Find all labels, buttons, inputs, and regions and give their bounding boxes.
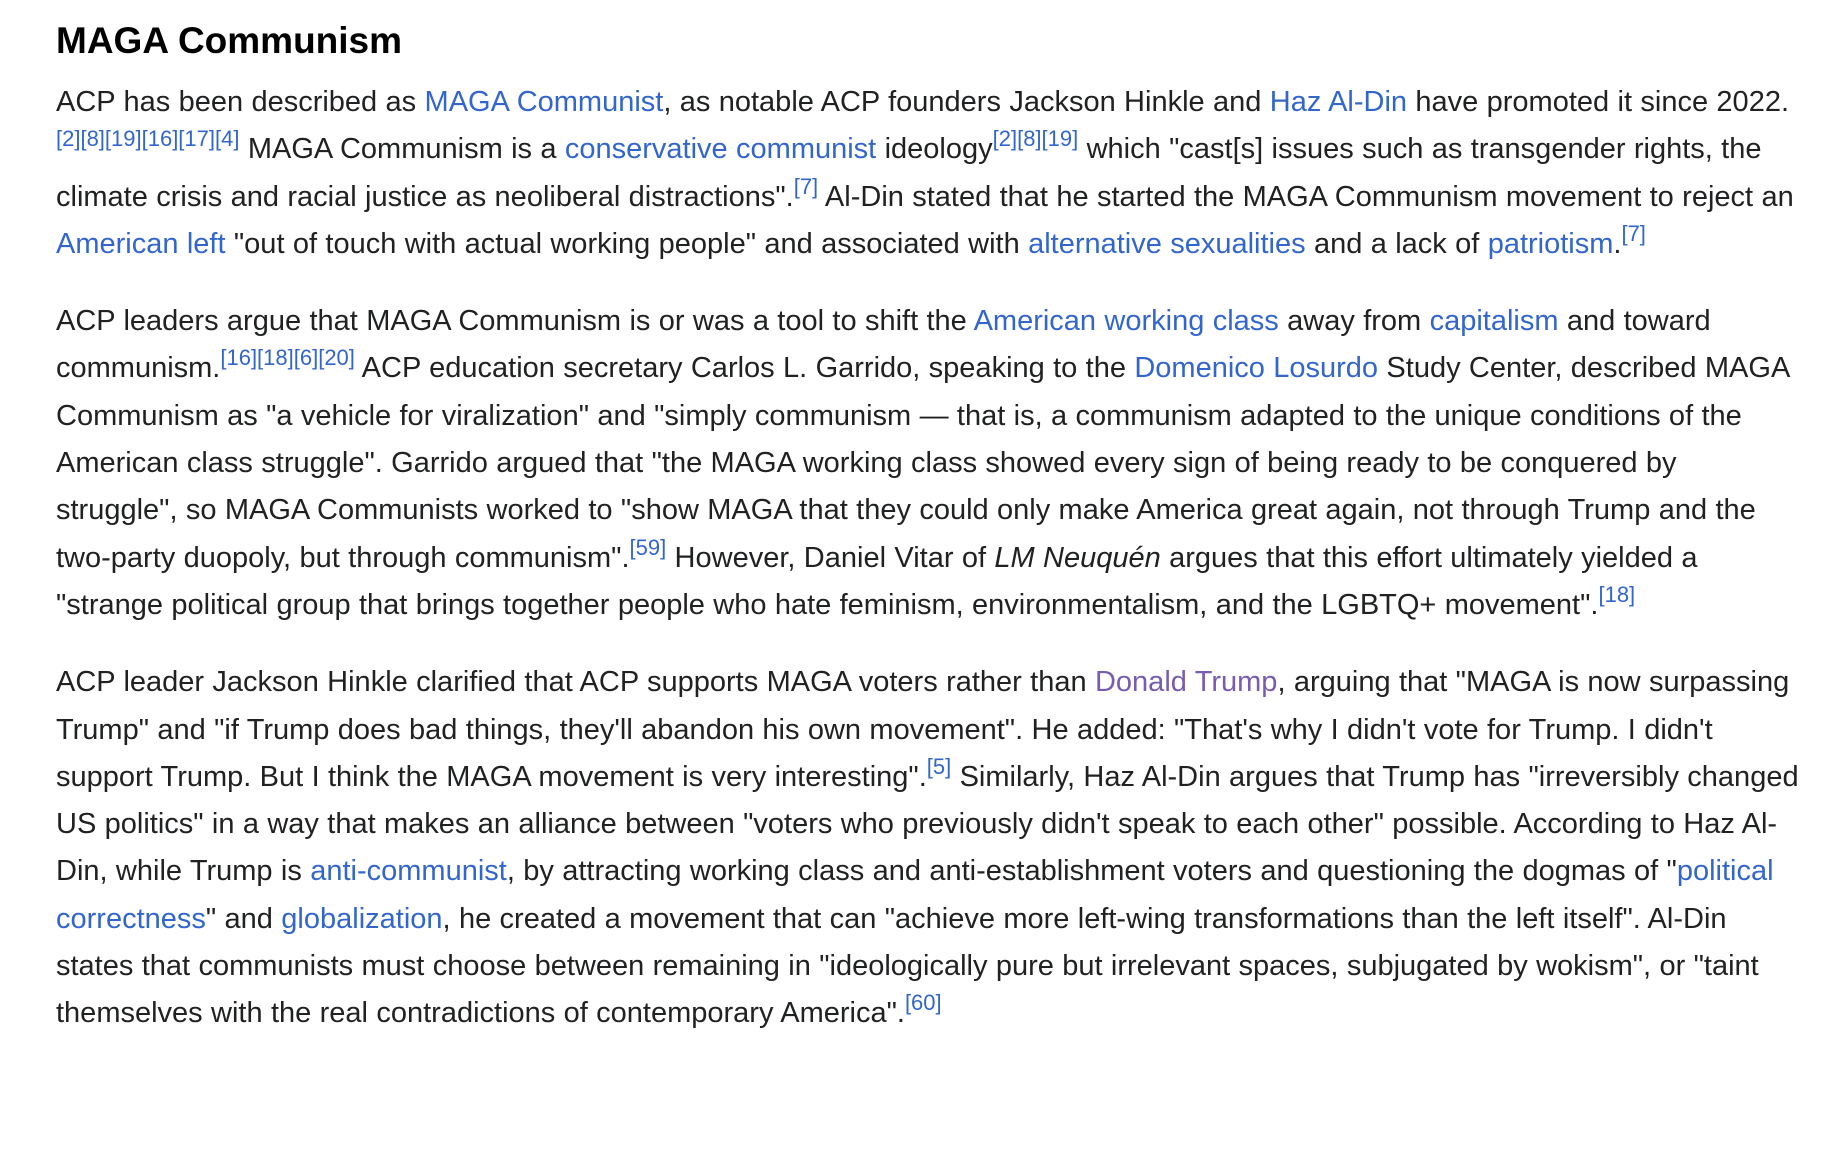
link-american-left[interactable]: American left bbox=[56, 227, 226, 260]
link-haz-al-din[interactable]: Haz Al-Din bbox=[1269, 86, 1408, 118]
article-content bbox=[56, 0, 1804, 1038]
citation-link[interactable]: [7] bbox=[1621, 220, 1646, 246]
link-donald-trump[interactable]: Donald Trump bbox=[1094, 666, 1278, 699]
paragraph-1 bbox=[56, 79, 1804, 268]
citation-link[interactable]: [16][18][6][20] bbox=[220, 345, 355, 371]
paragraph-2 bbox=[56, 298, 1804, 629]
reference-superscript bbox=[220, 345, 355, 370]
reference-superscript bbox=[905, 990, 942, 1015]
paragraph-text: , arguing that "MAGA is now surpassing Trump" and "if Trump does bad things, they'll abandon his own movement". He added: "That's why I didn't vote for Trump. I didn't support Trump. But I think the MAGA movement is very interesting". bbox=[56, 666, 1790, 793]
link-patriotism[interactable]: patriotism bbox=[1487, 227, 1614, 260]
paragraph-text: "out of touch with actual working people" and associated with bbox=[225, 227, 1029, 260]
paragraph-text: and a lack of bbox=[1305, 227, 1488, 260]
paragraph-text: ACP education secretary Carlos L. Garrido, speaking to the bbox=[354, 352, 1135, 385]
citation-link[interactable]: [59] bbox=[629, 534, 667, 560]
link-anti-communist[interactable]: anti-communist bbox=[310, 855, 507, 888]
section-heading: MAGA Communism bbox=[56, 20, 403, 61]
paragraph-text: ACP leader Jackson Hinkle clarified that ACP supports MAGA voters rather than bbox=[56, 666, 1095, 699]
paragraph-text: Al-Din stated that he started the MAGA Communism movement to reject an bbox=[818, 180, 1794, 213]
paragraph-text: away from bbox=[1278, 305, 1430, 338]
citation-link[interactable]: [2][8][19] bbox=[992, 126, 1079, 152]
reference-superscript bbox=[927, 754, 951, 779]
reference-superscript bbox=[794, 174, 818, 199]
paragraph-text: argues that this effort ultimately yielded a "strange political group that brings together people who hate feminism, environmentalism, and the LGBTQ+ movement". bbox=[56, 541, 1698, 621]
paragraph-3 bbox=[56, 659, 1804, 1037]
publication-title: LM Neuquén bbox=[994, 541, 1161, 574]
citation-link[interactable]: [18] bbox=[1598, 581, 1636, 607]
link-conservative-communist[interactable]: conservative communist bbox=[564, 133, 877, 166]
reference-superscript bbox=[630, 535, 667, 560]
paragraph-text: ACP leaders argue that MAGA Communism is or was a tool to shift the bbox=[56, 305, 974, 338]
citation-link[interactable]: [2][8][19][16][17][4] bbox=[56, 126, 240, 152]
link-alternative-sexualities[interactable]: alternative sexualities bbox=[1028, 227, 1306, 260]
reference-superscript bbox=[1621, 221, 1645, 246]
paragraph-text: " and bbox=[205, 902, 282, 935]
paragraph-text: have promoted it since 2022. bbox=[1407, 86, 1790, 118]
reference-superscript bbox=[1598, 582, 1635, 607]
link-political-correctness[interactable]: political correctness bbox=[56, 855, 1774, 935]
citation-link[interactable]: [60] bbox=[904, 990, 942, 1016]
paragraph-text: , as notable ACP founders Jackson Hinkle and bbox=[663, 86, 1270, 118]
link-american-working-class[interactable]: American working class bbox=[973, 305, 1279, 338]
paragraph-text: , he created a movement that can "achieve more left-wing transformations than the left itself". Al-Din states that communists must choose between remaining in "ideologically pure but irrelevant spaces, subjugated by wokism", or "taint themselves with the real contradictions of contemporary America". bbox=[56, 902, 1759, 1030]
link-capitalism[interactable]: capitalism bbox=[1429, 305, 1559, 338]
paragraph-text: . bbox=[1613, 227, 1622, 260]
paragraph-text: However, Daniel Vitar of bbox=[666, 541, 995, 574]
citation-link[interactable]: [7] bbox=[793, 173, 819, 199]
paragraph-text: Study Center, described MAGA Communism as "a vehicle for viralization" and "simply communism — that is, a communism adapted to the unique conditions of the American class struggle". Garrido argued that "the MAGA working class showed every sign of being ready to be conquered by struggle", so MAGA Communists worked to "show MAGA that they could only make America great again, not through Trump and the two-party duopoly, but through communism". bbox=[56, 352, 1789, 574]
citation-link[interactable]: [5] bbox=[926, 753, 952, 779]
paragraph-text: MAGA Communism is a bbox=[239, 133, 565, 166]
paragraph-text: , by attracting working class and anti-establishment voters and questioning the dogmas of " bbox=[506, 855, 1677, 888]
paragraph-text: which "cast[s] issues such as transgender rights, the climate crisis and racial justice as neoliberal distractions". bbox=[56, 133, 1762, 213]
paragraph-text: ACP has been described as bbox=[56, 86, 425, 118]
link-maga-communist[interactable]: MAGA Communist bbox=[424, 86, 664, 118]
reference-superscript bbox=[56, 126, 239, 151]
paragraph-text: Similarly, Haz Al-Din argues that Trump has "irreversibly changed US politics" in a way that makes an alliance between "voters who previously didn't speak to each other" possible. According to Haz Al-Din, while Trump is bbox=[56, 760, 1799, 888]
link-globalization[interactable]: globalization bbox=[281, 902, 443, 935]
paragraph-text: and toward communism. bbox=[56, 305, 1711, 385]
reference-superscript bbox=[993, 126, 1079, 151]
paragraph-text: ideology bbox=[876, 133, 993, 166]
link-domenico-losurdo[interactable]: Domenico Losurdo bbox=[1134, 352, 1379, 385]
